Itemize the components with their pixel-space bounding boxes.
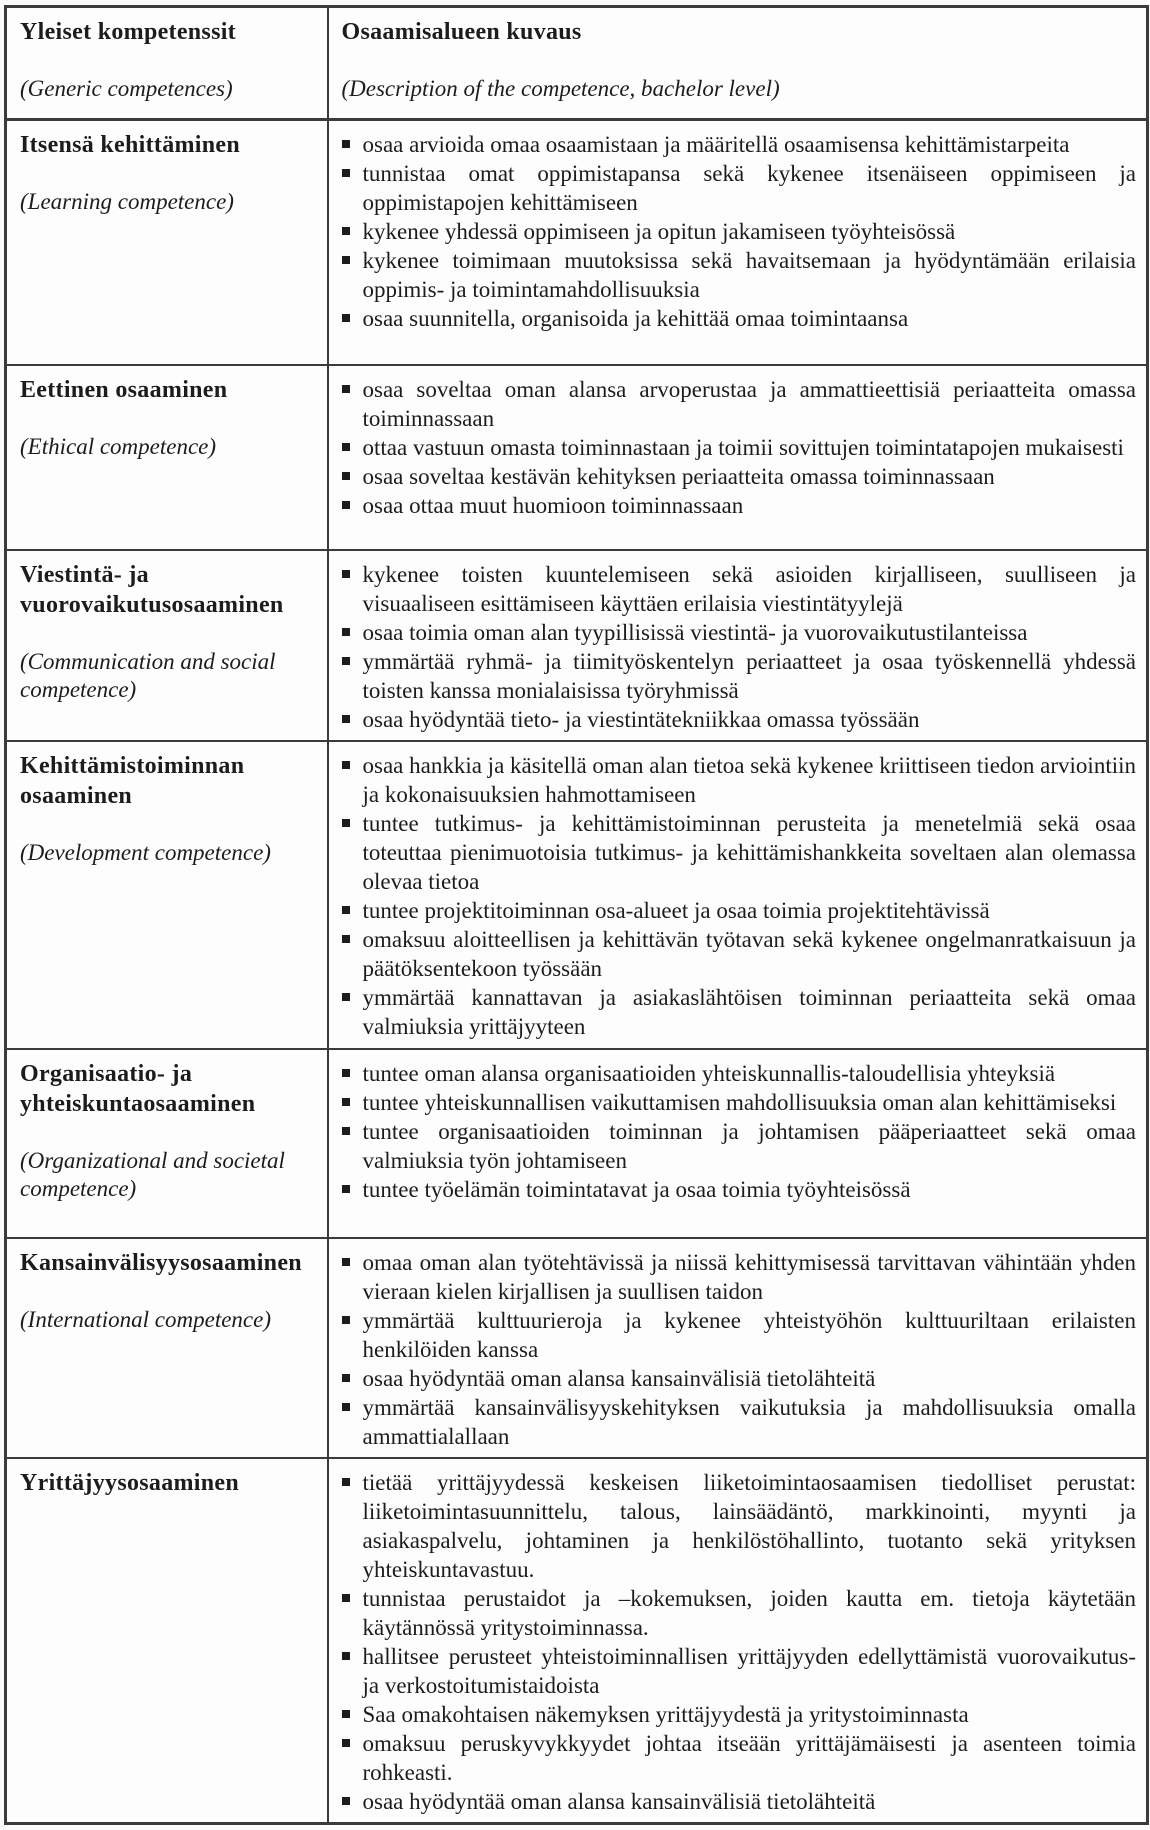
list-item [342, 462, 1137, 491]
header-row [6, 7, 1148, 120]
competence-name-cell [6, 550, 328, 741]
bullet-list [342, 130, 1137, 333]
table-row [6, 365, 1148, 550]
bullet-square-icon [342, 1127, 350, 1135]
bullet-text: tunnistaa omat oppimistapansa sekä kykenee itsenäiseen oppimiseen ja oppimistapojen kehittämiseen [362, 161, 1136, 215]
bullet-square-icon [342, 501, 350, 509]
competence-description-cell [328, 741, 1148, 1049]
list-item [342, 560, 1137, 618]
header-subtitle-en: (Description of the competence, bachelor level) [341, 76, 780, 101]
competence-subtitle: (Development competence) [20, 839, 271, 865]
competence-name-cell [6, 1049, 328, 1238]
list-item [342, 1787, 1137, 1816]
list-item [342, 1088, 1137, 1117]
competence-subtitle: (Communication and social competence) [20, 648, 276, 702]
competence-title: Yrittäjyysosaaminen [20, 1469, 240, 1496]
bullet-square-icon [342, 1797, 350, 1805]
bullet-text: tuntee työelämän toimintatavat ja osaa toimia työyhteisössä [362, 1176, 911, 1202]
list-item [342, 1700, 1137, 1729]
bullet-text: osaa hankkia ja käsitellä oman alan tietoa sekä kykenee kriittiseen tiedon arviointiin ja kokonaisuuksien hahmottamiseen [362, 752, 1136, 807]
list-item [342, 304, 1137, 333]
bullet-square-icon [342, 1098, 350, 1106]
bullet-text: ymmärtää kulttuurieroja ja kykenee yhteistyöhön kulttuuriltaan erilaisten henkilöiden kanssa [362, 1307, 1136, 1362]
competence-name-cell [6, 1238, 328, 1458]
bullet-text: ymmärtää kansainvälisyyskehityksen vaikutuksia ja mahdollisuuksia omalla ammattialallaan [362, 1394, 1136, 1449]
list-item [342, 375, 1137, 433]
list-item [342, 130, 1137, 159]
bullet-square-icon [342, 385, 350, 393]
bullet-list [342, 1248, 1137, 1451]
header-title-fi: Osaamisalueen kuvaus [341, 19, 582, 45]
bullet-text: ymmärtää kannattavan ja asiakaslähtöisen toiminnan periaatteita sekä omaa valmiuksia yrittäjyyteen [362, 984, 1136, 1039]
bullet-text: osaa toimia oman alan tyypillisissä viestintä- ja vuorovaikutustilanteissa [362, 619, 1028, 645]
table-row [6, 1049, 1148, 1238]
bullet-text: tuntee yhteiskunnallisen vaikuttamisen mahdollisuuksia oman alan kehittämiseksi [362, 1089, 1117, 1115]
list-item [342, 217, 1137, 246]
list-item [342, 983, 1137, 1041]
bullet-text: osaa suunnitella, organisoida ja kehittää omaa toimintaansa [362, 306, 909, 331]
bullet-square-icon [342, 314, 350, 322]
list-item [342, 433, 1137, 462]
competence-name-cell [6, 741, 328, 1049]
bullet-square-icon [342, 1652, 350, 1660]
competence-title: Kansainvälisyysosaaminen [20, 1249, 302, 1276]
competence-title: Eettinen osaaminen [20, 376, 228, 403]
bullet-list [342, 560, 1137, 734]
bullet-text: osaa ottaa muut huomioon toiminnassaan [362, 492, 744, 518]
bullet-square-icon [342, 1316, 350, 1324]
bullet-list [342, 1468, 1137, 1816]
list-item [342, 1584, 1137, 1642]
bullet-square-icon [342, 993, 350, 1001]
bullet-text: ymmärtää ryhmä- ja tiimityöskentelyn periaatteet ja osaa työskennellä yhdessä toisten kanssa monialaisissa työryhmissä [362, 648, 1136, 703]
bullet-text: omaksuu aloitteellisen ja kehittävän työtavan sekä kykenee ongelmanratkaisuun ja päätöksentekoon työssään [362, 926, 1136, 981]
bullet-square-icon [342, 472, 350, 480]
list-item [342, 1248, 1137, 1306]
competence-name-cell [6, 120, 328, 365]
list-item [342, 647, 1137, 705]
bullet-square-icon [342, 1478, 350, 1486]
list-item [342, 925, 1137, 983]
table-row [6, 1238, 1148, 1458]
bullet-square-icon [342, 1185, 350, 1193]
list-item [342, 1364, 1137, 1393]
bullet-text: ottaa vastuun omasta toiminnastaan ja toimii sovittujen toimintatapojen mukaisesti [362, 434, 1124, 460]
competence-subtitle: (Organizational and societal competence) [20, 1147, 285, 1201]
bullet-list [342, 375, 1137, 520]
competence-description-cell [328, 365, 1148, 550]
bullet-square-icon [342, 256, 350, 264]
bullet-square-icon [342, 1374, 350, 1382]
bullet-list [342, 751, 1137, 1041]
competence-name-cell [6, 365, 328, 550]
bullet-text: omaa oman alan työtehtävissä ja niissä kehittymisessä tarvittavan vähintään yhden vieraan kielen kirjallisen ja suullisen taidon [362, 1249, 1136, 1304]
bullet-square-icon [342, 715, 350, 723]
bullet-square-icon [342, 819, 350, 827]
bullet-text: tuntee tutkimus- ja kehittämistoiminnan perusteita ja menetelmiä sekä osaa toteuttaa pienimuotoisia tutkimus- ja kehittämishankkeita soveltaen alan olemassa olevaa tietoa [362, 810, 1136, 894]
competence-title: Viestintä- ja vuorovaikutusosaaminen [20, 561, 284, 618]
competence-title: Kehittämistoiminnan osaaminen [20, 752, 245, 809]
bullet-text: kykenee toisten kuuntelemiseen sekä asioiden kirjalliseen, suulliseen ja visuaaliseen esittämiseen käyttäen erilaisia viestintätyylejä [362, 561, 1136, 616]
header-title-fi: Yleiset kompetenssit [20, 19, 236, 45]
bullet-square-icon [342, 1710, 350, 1718]
bullet-text: osaa soveltaa oman alansa arvoperustaa ja ammattieettisiä periaatteita omassa toiminnassaan [362, 376, 1136, 431]
list-item [342, 246, 1137, 304]
bullet-square-icon [342, 935, 350, 943]
list-item [342, 751, 1137, 809]
bullet-text: tuntee oman alansa organisaatioiden yhteiskunnallis-taloudellisia yhteyksiä [362, 1060, 1056, 1086]
list-item [342, 1468, 1137, 1584]
list-item [342, 1175, 1137, 1204]
bullet-square-icon [342, 443, 350, 451]
list-item [342, 896, 1137, 925]
list-item [342, 1729, 1137, 1787]
competence-description-cell [328, 550, 1148, 741]
bullet-square-icon [342, 169, 350, 177]
bullet-text: osaa hyödyntää oman alansa kansainvälisiä tietolähteitä [362, 1365, 876, 1391]
list-item [342, 1393, 1137, 1451]
competence-table [4, 5, 1149, 1825]
bullet-text: omaksuu peruskyvykkyydet johtaa itseään yrittäjämäisesti ja asenteen toimia rohkeasti. [362, 1730, 1136, 1785]
bullet-square-icon [342, 628, 350, 636]
table-row [6, 120, 1148, 365]
bullet-square-icon [342, 1403, 350, 1411]
competence-subtitle: (Learning competence) [20, 189, 234, 214]
competence-description-cell [328, 120, 1148, 365]
list-item [342, 491, 1137, 520]
bullet-text: osaa soveltaa kestävän kehityksen periaatteita omassa toiminnassaan [362, 463, 995, 489]
competence-description-cell [328, 1458, 1148, 1824]
table-row [6, 550, 1148, 741]
list-item [342, 1059, 1137, 1088]
table-body [6, 120, 1148, 1824]
bullet-square-icon [342, 1594, 350, 1602]
header-subtitle-en: (Generic competences) [20, 76, 233, 101]
list-item [342, 159, 1137, 217]
bullet-text: tunnistaa perustaidot ja –kokemuksen, joiden kautta em. tietoja käytetään käytännössä yritystoiminnassa. [362, 1585, 1136, 1640]
list-item [342, 618, 1137, 647]
bullet-text: osaa hyödyntää tieto- ja viestintätekniikkaa omassa työssään [362, 706, 920, 732]
bullet-list [342, 1059, 1137, 1204]
bullet-square-icon [342, 906, 350, 914]
bullet-square-icon [342, 227, 350, 235]
bullet-text: Saa omakohtaisen näkemyksen yrittäjyydestä ja yritystoiminnasta [362, 1701, 969, 1727]
table-row [6, 741, 1148, 1049]
list-item [342, 809, 1137, 896]
bullet-square-icon [342, 570, 350, 578]
bullet-square-icon [342, 1739, 350, 1747]
competence-title: Organisaatio- ja yhteiskuntaosaaminen [20, 1060, 256, 1117]
bullet-text: tuntee projektitoiminnan osa-alueet ja osaa toimia projektitehtävissä [362, 897, 990, 923]
bullet-square-icon [342, 761, 350, 769]
bullet-square-icon [342, 657, 350, 665]
bullet-text: osaa arvioida omaa osaamistaan ja määritellä osaamisensa kehittämistarpeita [362, 132, 1070, 157]
competence-name-cell [6, 1458, 328, 1824]
list-item [342, 1117, 1137, 1175]
competence-subtitle: (Ethical competence) [20, 433, 217, 459]
bullet-text: kykenee yhdessä oppimiseen ja opitun jakamiseen työyhteisössä [362, 219, 956, 244]
bullet-text: kykenee toimimaan muutoksissa sekä havaitsemaan ja hyödyntämään erilaisia oppimis- ja toimintamahdollisuuksia [362, 248, 1136, 302]
table-header [6, 7, 1148, 120]
bullet-square-icon [342, 1069, 350, 1077]
competence-description-cell [328, 1238, 1148, 1458]
bullet-text: tietää yrittäjyydessä keskeisen liiketoimintaosaamisen tiedolliset perustat: liiketoimintasuunnittelu, talous, lainsäädäntö, markkinointi, myynti ja asiakaspalvelu, johtaminen ja henkilöstöhallinto, tuotanto sekä yrityksen yhteiskuntavastuu. [362, 1469, 1136, 1582]
bullet-square-icon [342, 1258, 350, 1266]
list-item [342, 1306, 1137, 1364]
competence-description-cell [328, 1049, 1148, 1238]
competence-title: Itsensä kehittäminen [20, 132, 241, 158]
bullet-text: tuntee organisaatioiden toiminnan ja johtamisen pääperiaatteet sekä omaa valmiuksia työn johtamiseen [362, 1118, 1136, 1173]
list-item [342, 1642, 1137, 1700]
table-row [6, 1458, 1148, 1824]
bullet-square-icon [342, 140, 350, 148]
competence-subtitle: (International competence) [20, 1306, 271, 1332]
header-cell-description [328, 7, 1148, 120]
list-item [342, 705, 1137, 734]
header-cell-competences [6, 7, 328, 120]
bullet-text: hallitsee perusteet yhteistoiminnallisen yrittäjyyden edellyttämistä vuorovaikutus- ja verkostoitumistaidoista [362, 1643, 1136, 1698]
bullet-text: osaa hyödyntää oman alansa kansainvälisiä tietolähteitä [362, 1788, 876, 1814]
